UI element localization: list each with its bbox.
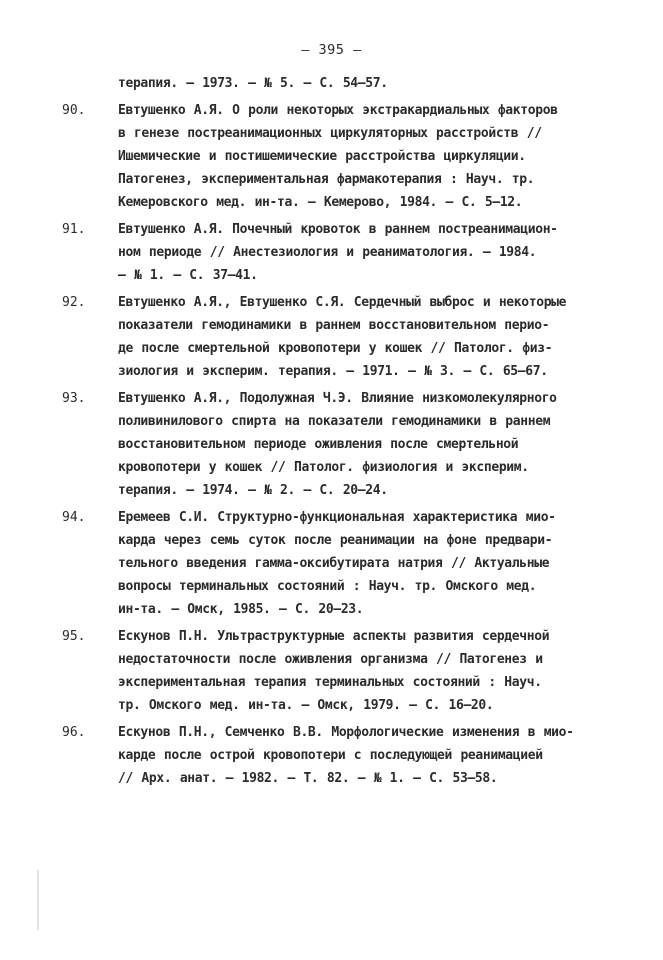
entry-number: 94.: [62, 510, 86, 525]
bibliography-entry: [0, 387, 663, 502]
bibliography-entry: [0, 506, 663, 621]
entry-number: 92.: [62, 295, 86, 310]
bibliography-list: [0, 72, 663, 790]
entry-text-line: Евтушенко А.Я., Евтушенко С.Я. Сердечный выброс и некоторые: [118, 295, 567, 310]
entry-text-line: Ескунов П.Н., Семченко В.В. Морфологические изменения в мио-: [118, 725, 574, 740]
entry-text-line: тр. Омского мед. ин-та. – Омск, 1979. – С. 16–20.: [118, 698, 494, 713]
entry-text-line: Ишемические и постишемические расстройства циркуляции.: [118, 149, 526, 164]
entry-text-line: терапия. – 1974. – № 2. – С. 20–24.: [118, 483, 388, 498]
entry-text-line: поливинилового спирта на показатели гемодинамики в раннем: [118, 414, 551, 429]
entry-text-line: вопросы терминальных состояний : Науч. тр. Омского мед.: [118, 579, 537, 594]
entry-text-line: Ескунов П.Н. Ультраструктурные аспекты развития сердечной: [118, 629, 550, 644]
entry-text-line: карде после острой кровопотери с последующей реанимацией: [118, 748, 543, 763]
entry-text-line: Патогенез, экспериментальная фармакотерапия : Науч. тр.: [118, 172, 535, 187]
entry-text-line: терапия. – 1973. – № 5. – С. 54–57.: [118, 76, 388, 91]
entry-text-line: Евтушенко А.Я. Почечный кровоток в раннем постреанимацион-: [118, 222, 558, 237]
entry-number: 93.: [62, 391, 86, 406]
entry-text-line: экспериментальная терапия терминальных состояний : Науч.: [118, 675, 542, 690]
entry-number: 91.: [62, 222, 86, 237]
entry-text-line: // Арх. анат. – 1982. – Т. 82. – № 1. – С. 53–58.: [118, 771, 498, 786]
entry-text-line: Евтушенко А.Я., Подолужная Ч.Э. Влияние низкомолекулярного: [118, 391, 557, 406]
entry-text-line: зиология и эксперим. терапия. – 1971. – № 3. – С. 65–67.: [118, 364, 548, 379]
entry-number: 90.: [62, 103, 86, 118]
page-number: – 395 –: [301, 42, 362, 58]
entry-text-line: показатели гемодинамики в раннем восстановительном перио-: [118, 318, 550, 333]
entry-text-line: Евтушенко А.Я. О роли некоторых экстракардиальных факторов: [118, 103, 558, 118]
entry-text-line: карда через семь суток после реанимации на фоне предвари-: [118, 533, 553, 548]
bibliography-entry: [0, 72, 663, 95]
entry-number: 96.: [62, 725, 86, 740]
entry-text-line: тельного введения гамма-оксибутирата натрия // Актуальные: [118, 556, 550, 571]
entry-text-line: ин-та. – Омск, 1985. – С. 20–23.: [118, 602, 364, 617]
entry-text-line: – № 1. – С. 37–41.: [118, 268, 258, 283]
scan-edge-mark: [37, 870, 39, 930]
bibliography-entry: [0, 291, 663, 383]
bibliography-entry: [0, 625, 663, 717]
entry-text-line: ном периоде // Анестезиология и реаниматология. – 1984.: [118, 245, 537, 260]
bibliography-entry: [0, 218, 663, 287]
entry-text-line: кровопотери у кошек // Патолог. физиология и эксперим.: [118, 460, 529, 475]
entry-text-line: недостаточности после оживления организма // Патогенез и: [118, 652, 543, 667]
entry-text-line: в генезе постреанимационных циркуляторных расстройств //: [118, 126, 542, 141]
bibliography-entry: [0, 99, 663, 214]
entry-text-line: де после смертельной кровопотери у кошек // Патолог. физ-: [118, 341, 553, 356]
entry-number: 95.: [62, 629, 86, 644]
bibliography-entry: [0, 721, 663, 790]
entry-text-line: Еремеев С.И. Структурно-функциональная характеристика мио-: [118, 510, 556, 525]
entry-text-line: восстановительном периоде оживления после смертельной: [118, 437, 519, 452]
entry-text-line: Кемеровского мед. ин-та. – Кемерово, 1984. – С. 5–12.: [118, 195, 523, 210]
